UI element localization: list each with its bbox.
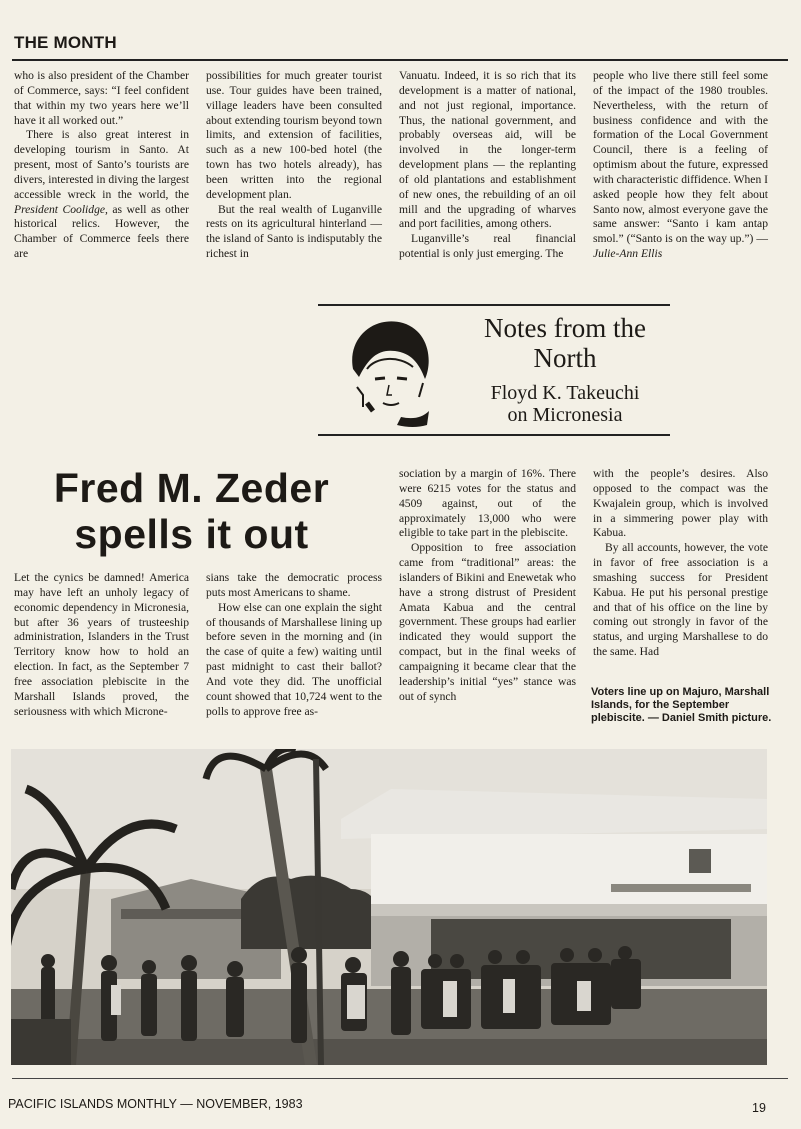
notes-box-subject: on Micronesia <box>507 404 623 426</box>
notes-box-title: Notes from the North <box>484 313 646 373</box>
notes-box-byline <box>466 382 664 426</box>
paragraph: Let the cynics be damned! America may have left an unholy legacy of economic dependency in Micronesia, but after 36 years of trusteeship administration, Islanders in the Trust Territory know how to hold an election. In fact, as the September 7 free association plebiscite in the Marshall Islands proved, the seriousness with which Microne- <box>14 571 189 718</box>
top-column-3 <box>399 69 576 262</box>
paragraph: with the people’s desires. Also opposed to the compact was the Kwajalein group, which is involved in a simmering power play with Kabua. <box>593 467 768 540</box>
top-column-1 <box>14 69 189 262</box>
article-column-4 <box>593 467 768 660</box>
voters-queue-photo <box>11 749 767 1065</box>
photo-caption: Voters line up on Majuro, Marshall Islands, for the September plebiscite. — Daniel Smith picture. <box>591 686 772 724</box>
footer-rule <box>12 1078 788 1079</box>
article-column-3 <box>399 467 576 705</box>
notes-box-top-rule <box>318 304 670 306</box>
article-column-1 <box>14 571 189 719</box>
text-run: There is also great interest in developing tourism in Santo. At present, most of Santo’s tourists are divers, interested in diving the largest accessible wreck in the world, the <box>14 128 189 201</box>
top-column-2 <box>206 69 382 262</box>
paragraph: sociation by a margin of 16%. There were 6215 votes for the status and 4509 against, out of the approximately 13,000 who were eligible to take part in the plebiscite. <box>399 467 576 540</box>
notes-box-author: Floyd K. Takeuchi <box>490 382 640 404</box>
paragraph: By all accounts, however, the vote in favor of free association is a smashing success for President Kabua. He put his personal prestige and that of his office on the line by coming out strongly in favor of the status, and urging Marshallese to do the same. Had <box>593 541 768 659</box>
paragraph: who is also president of the Chamber of Commerce, says: “I feel confident that within my two years here we’ll have it all worked out.” <box>14 69 189 127</box>
paragraph: possibilities for much greater tourist use. Tour guides have been trained, village leaders have been consulted about extending tourism beyond town limits, and extension of facilities, such as a new 100-bed hotel (the town has two hotels already), has been written into the regional development plan. <box>206 69 382 201</box>
notes-box-bottom-rule <box>318 434 670 436</box>
header-rule <box>12 59 788 61</box>
paragraph <box>14 128 189 262</box>
article-headline: Fred M. Zeder spells it out <box>53 465 330 557</box>
paragraph <box>593 69 768 262</box>
text-run: as well as other historical relics. However, the Chamber of Commerce feels there are <box>14 202 189 261</box>
paragraph: Luganville’s real financial potential is only just emerging. The <box>399 232 576 261</box>
paragraph: Opposition to free association came from “traditional” areas: the islanders of Bikini and Enewetak who have a strong distrust of President Amata Kabua and the central government. These groups had earlier indicated they would support the compact, but in the final weeks of campaigning it became clear that the leadership’s initial “yes” stance was out of synch <box>399 541 576 703</box>
page-number: 19 <box>752 1101 766 1115</box>
footer-publication: PACIFIC ISLANDS MONTHLY — NOVEMBER, 1983 <box>8 1097 303 1111</box>
article-column-2 <box>206 571 382 719</box>
byline: Julie-Ann Ellis <box>593 247 663 261</box>
top-column-4 <box>593 69 768 262</box>
author-portrait-icon <box>345 317 435 429</box>
section-title: THE MONTH <box>14 33 117 52</box>
paragraph: But the real wealth of Luganville rests on its agricultural hinterland — the island of Santo is indisputably the richest in <box>206 202 382 261</box>
text-run: people who live there still feel some of the impact of the 1980 troubles. Nevertheless, with the return of business confidence and with the formation of the Local Government Council, there is a feeling of optimism about the future, expressed with characteristic diffidence. When I asked people how they felt about Santo now, almost everyone gave the same answer: “Santo i kam antap smol.” (“Santo is on the way up.”) — <box>593 69 769 246</box>
paragraph: sians take the democratic process puts most Americans to shame. <box>206 571 382 599</box>
paragraph: Vanuatu. Indeed, it is so rich that its development is a matter of national, and not just regional, importance. Thus, the national government, and probably overseas aid, will be involved in the longer-term development plans — the replanting of old plantations and establishment of new ones, the rebuilding of an oil mill and the upgrading of wharves and port facilities, among others. <box>399 69 576 231</box>
paragraph: How else can one explain the sight of thousands of Marshallese lining up before seven in the morning and (in the case of quite a few) waiting until past midnight to cast their ballot? And vote they did. The unofficial count showed that 10,724 went to the polls to approve free as- <box>206 600 382 718</box>
ship-name: President Coolidge, <box>14 202 108 216</box>
